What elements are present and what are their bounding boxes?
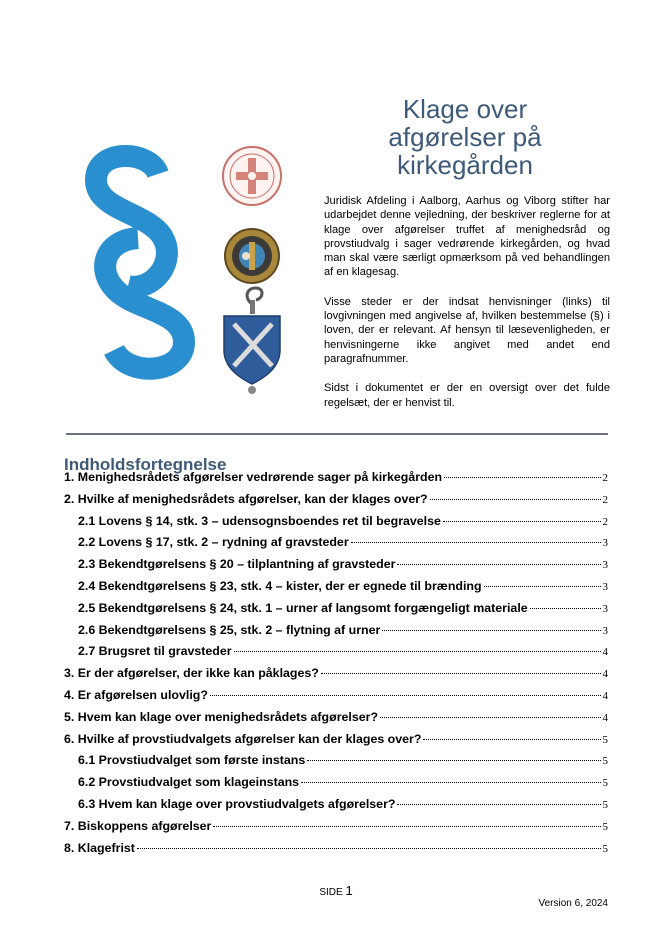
toc-entry[interactable] <box>64 775 608 797</box>
toc-entry-title: 2.5 Bekendtgørelsens § 24, stk. 1 – urner af langsomt forgængeligt materiale <box>78 600 528 615</box>
title-line: Klage over <box>402 94 528 124</box>
toc-entry[interactable] <box>64 492 608 514</box>
toc-entry-title: 2. Hvilke af menighedsrådets afgørelser, kan der klages over? <box>64 491 428 506</box>
toc-dot-leader <box>423 739 600 740</box>
toc-entry[interactable] <box>64 797 608 819</box>
toc-entry-page: 2 <box>602 515 608 528</box>
intro-paragraph: Juridisk Afdeling i Aalborg, Aarhus og Viborg stifter har udarbejdet denne vejledning, der beskriver reglerne for at klage over afgørelser truffet af menighedsråd og provstiudvalg i sager vedrørende kirkegården, og hvad man skal være særligt opmærksom på ved behandlingen af en klagesag. <box>324 195 610 279</box>
toc-entry-title: 2.2 Lovens § 17, stk. 2 – rydning af gravsteder <box>78 535 349 550</box>
diocese-seals-illustration <box>66 128 316 398</box>
toc-entry-title: 5. Hvem kan klage over menighedsrådets afgørelser? <box>64 709 379 724</box>
toc-entry-page: 2 <box>602 472 608 484</box>
toc-entry-page: 4 <box>602 668 608 681</box>
toc-entry-title: 7. Biskoppens afgørelser <box>64 818 212 833</box>
toc-entry[interactable] <box>64 753 608 775</box>
toc-entry-title: 2.7 Brugsret til gravsteder <box>78 644 232 659</box>
section-sign-icon <box>96 156 184 369</box>
toc-entry-title: 2.6 Bekendtgørelsens § 25, stk. 2 – flytning af urner <box>78 622 381 637</box>
document-title <box>340 95 590 179</box>
toc-entry-title: 6. Hvilke af provstiudvalgets afgørelser kan der klages over? <box>64 731 422 746</box>
toc-dot-leader <box>397 804 600 805</box>
toc-dot-leader <box>380 717 600 718</box>
toc-entry-title: 4. Er afgørelsen ulovlig? <box>64 687 208 702</box>
toc-dot-leader <box>210 695 601 696</box>
table-of-contents <box>64 470 608 862</box>
toc-entry[interactable] <box>64 557 608 579</box>
page-number: 1 <box>345 883 353 898</box>
toc-dot-leader <box>301 782 600 783</box>
toc-dot-leader <box>382 630 600 631</box>
toc-dot-leader <box>444 477 600 478</box>
toc-entry[interactable] <box>64 535 608 557</box>
toc-entry[interactable] <box>64 623 608 645</box>
toc-entry-title: 6.2 Provstiudvalget som klageinstans <box>78 775 300 790</box>
toc-entry-page: 3 <box>602 624 608 637</box>
document-version: Version 6, 2024 <box>538 898 608 909</box>
toc-entry[interactable] <box>64 666 608 688</box>
toc-entry-title: 2.1 Lovens § 14, stk. 3 – udensognsboendes ret til begravelse <box>78 513 441 528</box>
toc-dot-leader <box>351 542 601 543</box>
toc-entry-page: 4 <box>602 646 608 659</box>
toc-entry-page: 3 <box>602 537 608 550</box>
toc-entry[interactable] <box>64 579 608 601</box>
toc-dot-leader <box>443 521 601 522</box>
toc-entry-page: 4 <box>602 689 608 702</box>
toc-entry[interactable] <box>64 819 608 841</box>
toc-dot-leader <box>137 848 601 849</box>
toc-dot-leader <box>397 564 600 565</box>
toc-entry-title: 3. Er der afgørelser, der ikke kan påklages? <box>64 666 319 681</box>
section-divider <box>66 433 608 435</box>
toc-entry-page: 3 <box>602 559 608 572</box>
intro-paragraph: Visse steder er der indsat henvisninger (links) til lovgivningen med angivelse af, hvilken bestemmelse (§) i loven, der er relevant. Af hensyn til læsevenligheden, er henvisningerne ikke angivet med andet end paragrafnummer. <box>324 295 610 365</box>
toc-entry[interactable] <box>64 601 608 623</box>
toc-entry-title: 1. Menighedsrådets afgørelser vedrørende sager på kirkegården <box>64 470 443 484</box>
toc-dot-leader <box>234 651 601 652</box>
toc-entry-page: 3 <box>602 602 608 615</box>
toc-entry[interactable] <box>64 644 608 666</box>
toc-entry[interactable] <box>64 841 608 863</box>
title-line: kirkegården <box>397 150 533 180</box>
toc-entry-title: 2.4 Bekendtgørelsens § 23, stk. 4 – kister, der er egnede til brænding <box>78 578 482 593</box>
toc-heading: Indholdsfortegnelse <box>64 455 227 474</box>
toc-entry-page: 5 <box>602 842 608 855</box>
toc-entry[interactable] <box>64 514 608 536</box>
toc-entry-page: 2 <box>602 493 608 506</box>
page-indicator <box>0 883 672 898</box>
toc-dot-leader <box>307 760 600 761</box>
toc-entry-title: 2.3 Bekendtgørelsens § 20 – tilplantning af gravsteder <box>78 557 396 572</box>
toc-entry-title: 6.1 Provstiudvalget som første instans <box>78 753 306 768</box>
toc-dot-leader <box>530 608 601 609</box>
viborg-coat-of-arms-icon <box>224 288 280 394</box>
toc-entry[interactable] <box>64 688 608 710</box>
toc-dot-leader <box>213 826 600 827</box>
toc-dot-leader <box>430 499 601 500</box>
title-line: afgørelser på <box>388 122 542 152</box>
toc-entry[interactable] <box>64 470 608 492</box>
intro-paragraph: Sidst i dokumentet er der en oversigt over det fulde regelsæt, der er henvist til. <box>324 382 610 409</box>
toc-entry-page: 5 <box>602 733 608 746</box>
toc-entry-page: 5 <box>602 755 608 768</box>
toc-entry-page: 4 <box>602 711 608 724</box>
toc-entry-page: 5 <box>602 777 608 790</box>
intro-text <box>324 194 610 425</box>
toc-entry-title: 8. Klagefrist <box>64 840 135 855</box>
page-label: SIDE <box>319 887 343 898</box>
toc-entry-title: 6.3 Hvem kan klage over provstiudvalgets afgørelser? <box>78 796 396 811</box>
toc-entry-page: 5 <box>602 820 608 833</box>
toc-dot-leader <box>484 586 601 587</box>
aalborg-seal-icon <box>223 147 281 205</box>
toc-entry-page: 3 <box>602 580 608 593</box>
toc-entry[interactable] <box>64 710 608 732</box>
aarhus-seal-icon <box>225 229 279 283</box>
toc-entry-page: 5 <box>602 798 608 811</box>
toc-entry[interactable] <box>64 732 608 754</box>
toc-dot-leader <box>321 673 601 674</box>
